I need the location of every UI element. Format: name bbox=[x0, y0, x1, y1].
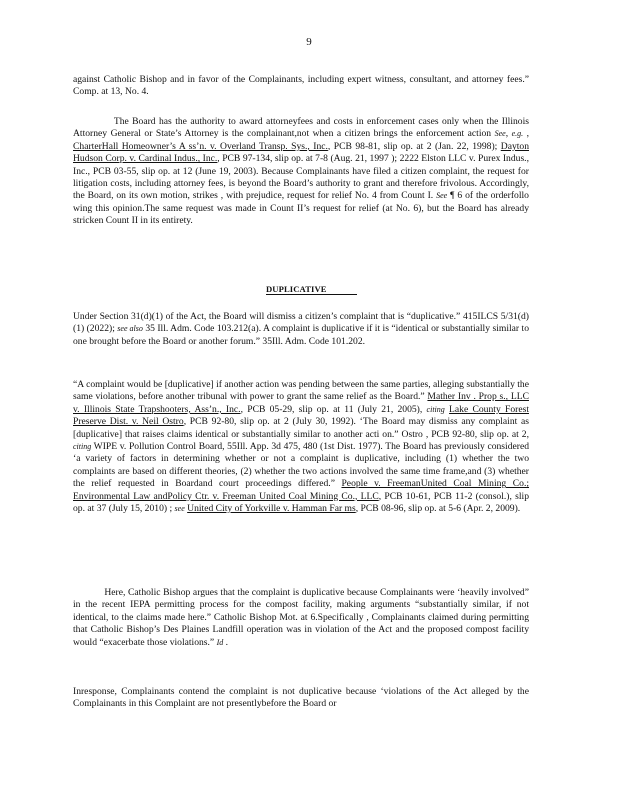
body-text: . bbox=[223, 636, 229, 648]
body-text: , PCB 10-61, PCB 11-2 (consol.), slip op. at 37 (July 15, 2010) ; bbox=[73, 490, 529, 515]
citation-signal: See bbox=[494, 129, 506, 139]
citation-signal: citing bbox=[426, 404, 445, 414]
body-text: , PCB 08-96, slip op. at 5-6 (Apr. 2, 2009). bbox=[355, 503, 521, 515]
case-citation: Dayton Hudson Corp. v. Cardinal Indus., Inc. bbox=[73, 140, 530, 165]
body-text: Under Section 31(d)(1) of the Act, the Board will dismiss a citizen’s complaint that is “duplicative.” 415ILCS 5/31(d)(1) (2022); bbox=[73, 311, 529, 335]
case-citation: People v. FreemanUnited Coal Mining Co.; Environmental Law andPolicy Ctr. v. Freeman United Coal Mining Co., LLC bbox=[73, 478, 530, 502]
page-number: 9 bbox=[306, 36, 312, 48]
paragraph-4 bbox=[73, 379, 529, 515]
body-text: 35 Ill. Adm. Code 103.212(a). A complaint is duplicative if it is “identical or substantially similar to one brought before the Board or another forum.” 35Ill. Adm. Code 101.202. bbox=[73, 323, 529, 347]
body-text: , bbox=[505, 128, 512, 140]
citation-signal: Id bbox=[216, 637, 224, 647]
body-text: , PCB 92-80, slip op. at 2 (July 30, 1992). ‘The Board may dismiss any complaint as [duplicative] that raises claims identical or substantially similar to another acti on.” Ostro , PCB 92-80, slip op. at 2, bbox=[73, 416, 529, 440]
paragraph-6 bbox=[73, 686, 529, 711]
paragraph-1 bbox=[73, 74, 529, 99]
case-citation: United City of Yorkville v. Hamman Far ms bbox=[187, 503, 356, 515]
citation-signal: See bbox=[436, 191, 448, 201]
body-text: , PCB 05-29, slip op. at 11 (July 21, 2005), bbox=[240, 403, 427, 415]
body-text: , bbox=[523, 128, 530, 140]
paragraph-2 bbox=[73, 116, 529, 228]
paragraph-5 bbox=[73, 587, 529, 649]
body-text: WIPE v. Pollution Control Board, 55Ill. App. 3d 475, 480 (1st Dist. 1977). The Board has previously considered ‘a variety of factors in determining whether or not a complaint is duplicative, including (1) whether the two complaints are based on different theories, (2) whether the two actions involved the same time frame,and (3) whether the relief requested in Boardand court proceedings differed.” bbox=[73, 441, 529, 490]
body-text: , PCB 97-134, slip op. at 7-8 (Aug. 21, 1997 ); 2222 Elston LLC v. Purex Indus., Inc., PCB 03-55, slip op. at 12 (June 19, 2003). Because Complainants have filed a citizen complaint, the request for litigation costs, including attorney fees, is beyond the Board’s authority to grant and therefore frivolous. Accordingly, the Board, on its own motion, strikes , with prejudice, request for relief No. 4 from Count I. bbox=[73, 153, 529, 202]
body-text: The Board has the authority to award attorneyfees and costs in enforcement cases only when the Illinois Attorney General or State’s Attorney is the complainant,not when a citizen brings the enforcement action bbox=[73, 116, 529, 140]
case-citation: Lake County Forest Preserve Dist. v. Neil Ostro bbox=[73, 403, 529, 428]
body-text: ¶ 6 of the orderfollo wing this opinion.The same request was made in Count II’s request for relief (at No. 6), but the Board has already stricken Count II in its entirety. bbox=[73, 190, 529, 227]
case-citation: CharterHall Homeowner’s A ss’n. v. Overland Transp. Sys., Inc. bbox=[73, 140, 328, 152]
citation-signal: see also bbox=[117, 324, 143, 334]
body-text: Inresponse, Complainants contend the complaint is not duplicative because ‘violations of the Act alleged by the Complainants in this Complaint are not presentlybefore the Board or bbox=[73, 686, 529, 710]
citation-signal: see bbox=[174, 504, 185, 514]
case-citation: Mather Inv . Prop s., LLC v. Illinois State Trapshooters, Ass’n., Inc. bbox=[73, 391, 529, 415]
citation-signal: e.g. bbox=[511, 129, 524, 139]
body-text: “A complaint would be [duplicative] if another action was pending between the same parties, alleging substantially the same violations, before another tribunal with power to grant the same relief as the Board.” bbox=[73, 379, 529, 403]
body-text: Here, Catholic Bishop argues that the complaint is duplicative because Complainants were ‘heavily involved” in the recent IEPA permitting process for the compost facility, making arguments “substantially similar, if not identical, to the claims made here.” Catholic Bishop Mot. at 6.Specifically , Complainants claimed during permitting that Catholic Bishop’s Des Plaines Landfill operation was in violation of the Act and the proposed compost facility would “exacerbate those violations.” bbox=[73, 587, 529, 648]
section-heading: DUPLICATIVE bbox=[266, 284, 357, 295]
body-text: against Catholic Bishop and in favor of the Complainants, including expert witness, consultant, and attorney fees.” Comp. at 13, No. 4. bbox=[73, 74, 529, 98]
citation-signal: citing bbox=[73, 442, 92, 452]
body-text: , PCB 98-81, slip op. at 2 (Jan. 22, 1998); bbox=[327, 140, 501, 152]
paragraph-3 bbox=[73, 311, 529, 348]
